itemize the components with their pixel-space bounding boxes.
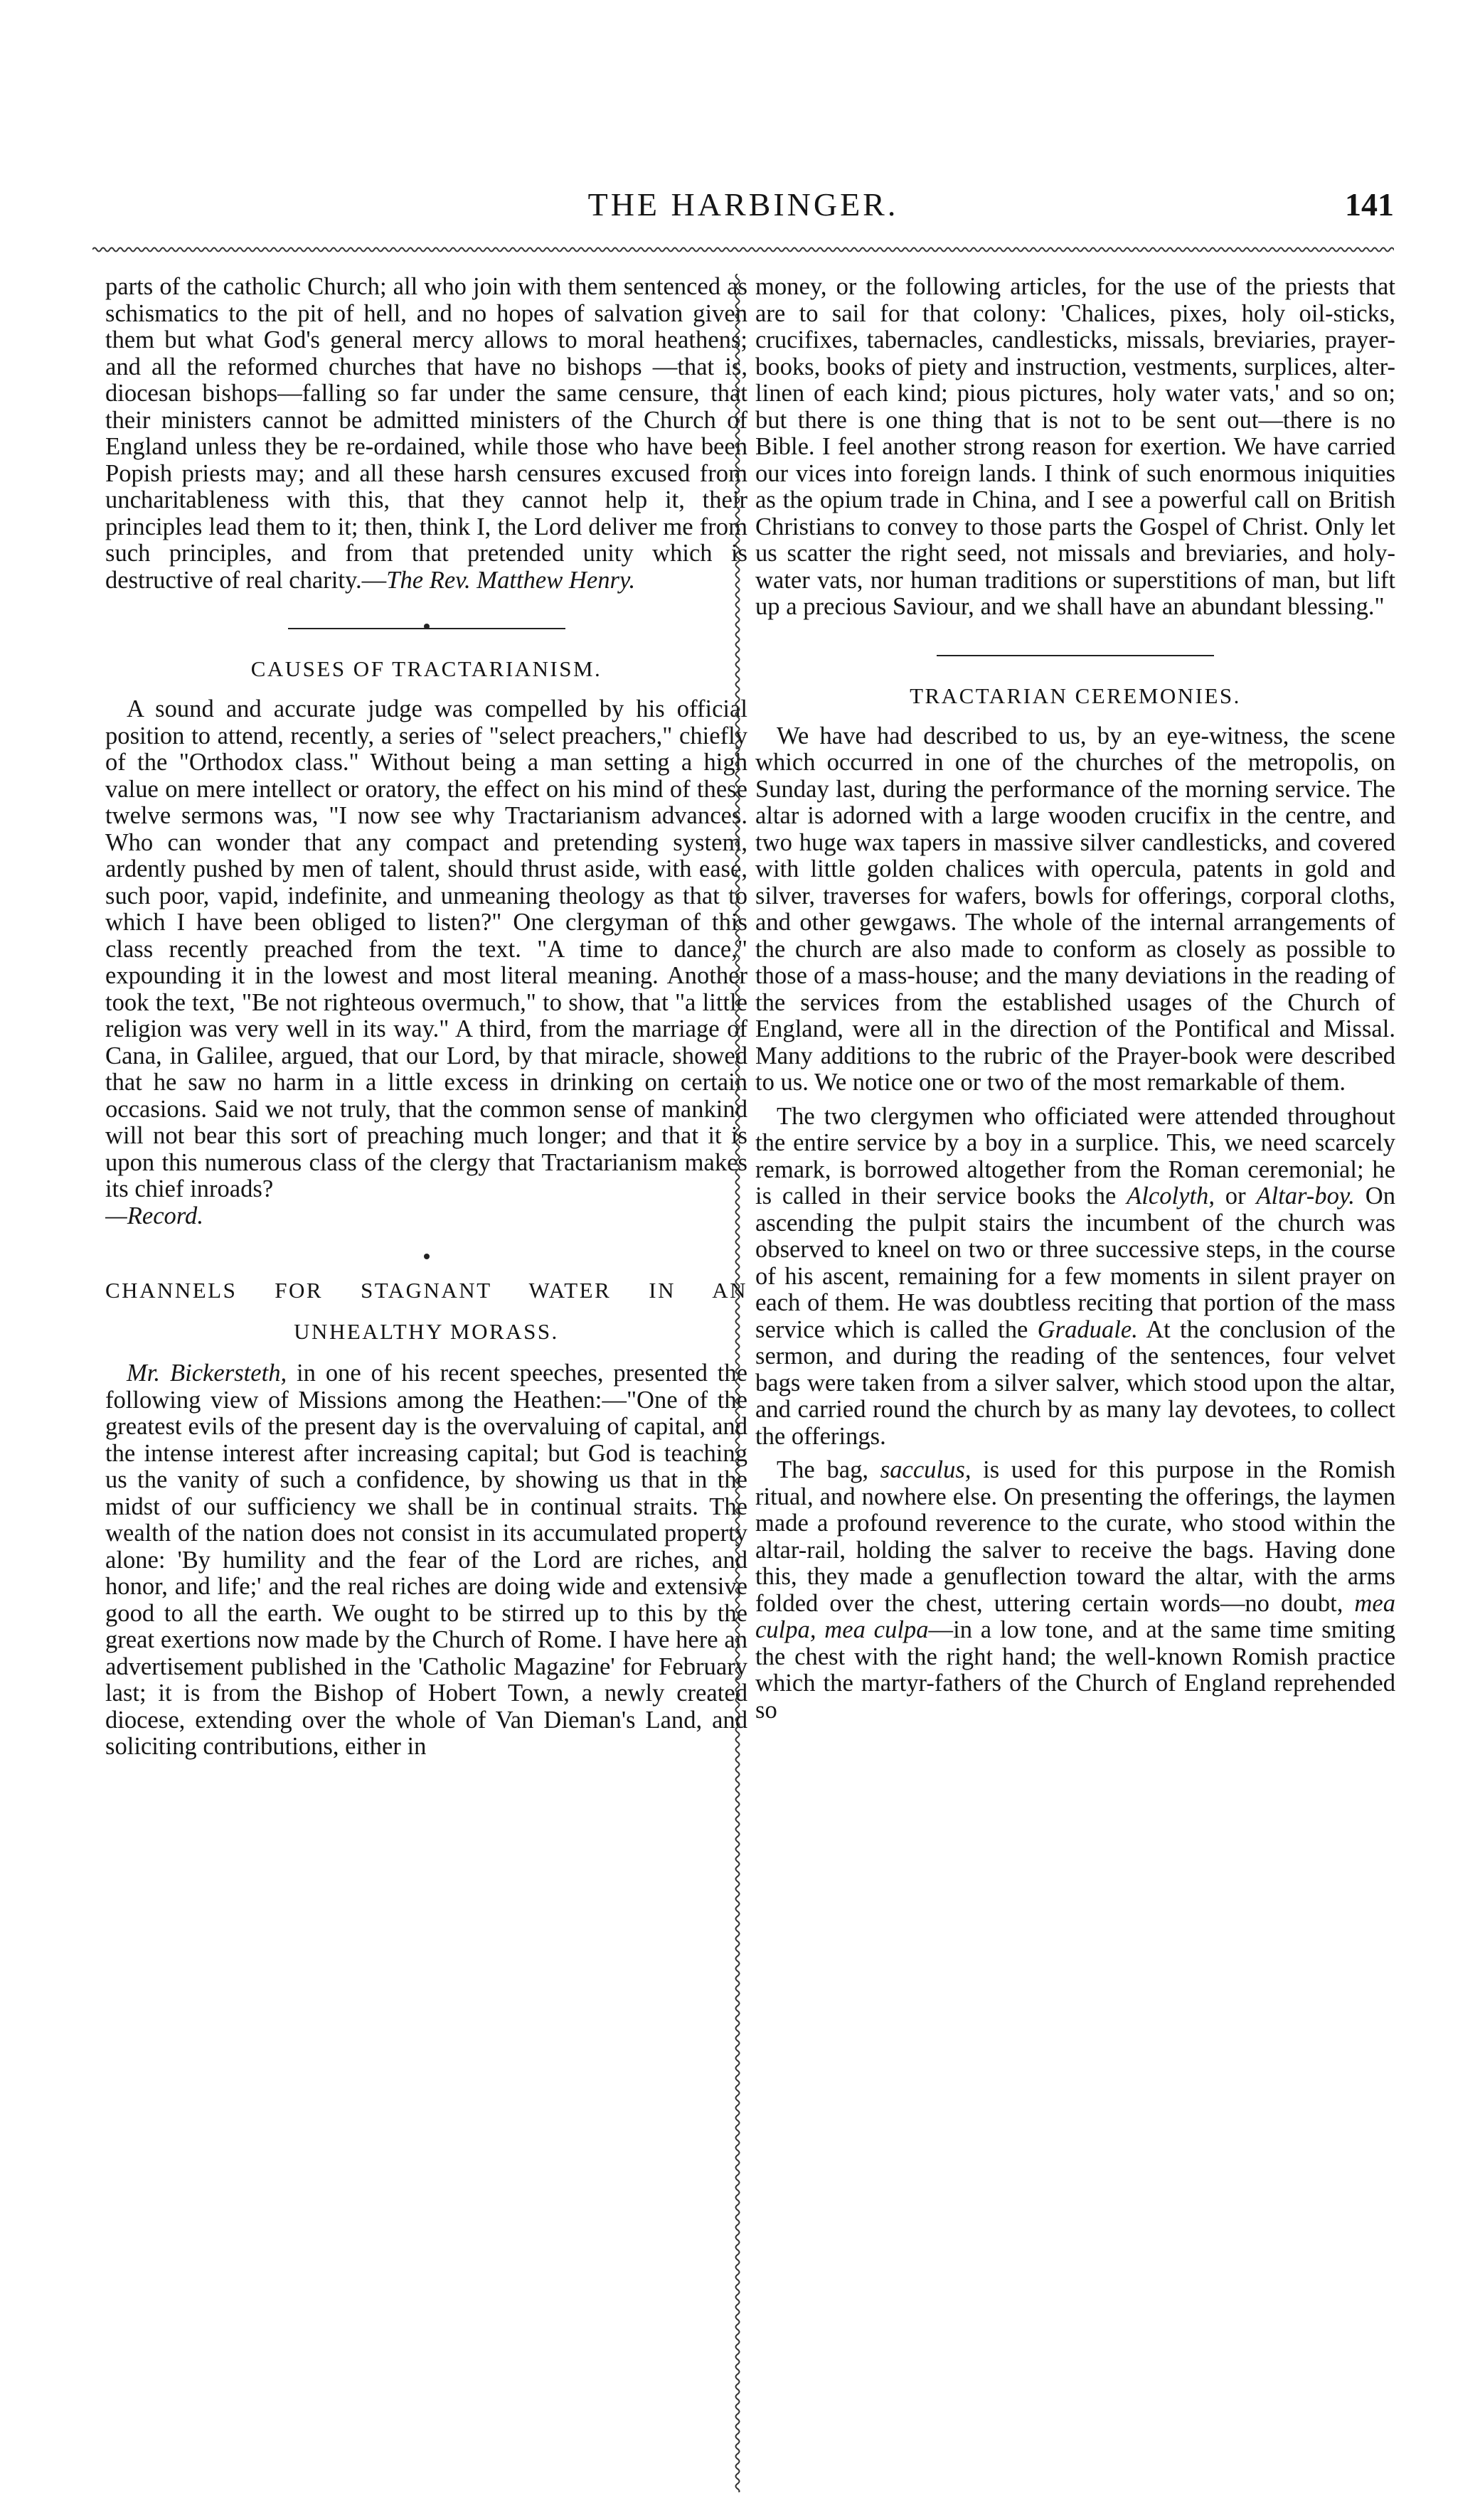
ceremonies-p2-text-b: or (1215, 1182, 1257, 1210)
running-title: THE HARBINGER. (587, 186, 899, 223)
channels-lead-name: Mr. Bickersteth, (127, 1360, 287, 1387)
ceremonies-p3-text-c: —in a low tone, and at the same time smiting the chest with the right hand; the well-known Romish practice which the martyr-fathers of the Church of England reprehended so (755, 1616, 1395, 1724)
section-divider (937, 651, 1214, 661)
ceremonies-paragraph-1: We have had described to us, by an eye-witness, the scene which occurred in one of the churches of the metropolis, on Sunday last, during the performance of the morning service. The altar is adorned with a large wooden crucifix in the centre, and two huge wax tapers in massive silver candlesticks, and covered with little golden chalices with opercula, patents in gold and silver, traverses for wafers, bowls for offerings, corporal cloths, and other gewgaws. The whole of the internal arrangements of the church are also made to conform as closely as possible to those of a mass-house; and the many deviations in the reading of the services from the established usages of the Church of England, were all in the direction of the Pontifical and Missal. Many additions to the rubric of the Prayer-book were described to us. We notice one or two of the most remarkable of them. (755, 722, 1395, 1096)
page-number: 141 (1345, 186, 1394, 223)
channels-heading-line1: CHANNELS FOR STAGNANT WATER IN AN (105, 1278, 747, 1303)
ceremonies-p2-text-a: The two clergymen who officiated were attended throughout the entire service by a boy in a surplice. This, we need scarcely remark, is borrowed altogether from the Roman ceremonial; he is called in their service books the (755, 1102, 1395, 1210)
term-altar-boy: Altar-boy. (1256, 1182, 1355, 1210)
henry-quote-text: parts of the catholic Church; all who join with them sentenced as schismatics to the pit of hell, and no hopes of salvation given them but what God's general mercy allows to moral heathens; and all the reformed churches that have no bishops —that is, diocesan bishops—falling so far under the same censure, that their ministers cannot be admitted ministers of the Church of England unless they be re-ordained, while those who have been Popish priests may; and all these harsh censures excused from uncharitableness with this, that they cannot help it, their principles lead them to it; then, think I, the Lord deliver me from such principles, and from that pretended unity which is destructive of real charity.— (105, 274, 747, 594)
term-sacculus: sacculus, (880, 1456, 971, 1483)
tractarianism-source: —Record. (105, 1202, 203, 1229)
section-divider-dot (424, 1254, 430, 1259)
ceremonies-p2-text-d: At the conclusion of the sermon, and during the reading of the sentences, four velvet bags were taken from a silver salver, which stood upon the altar, and carried round the church by as many lay devotees, to collect the offerings. (755, 1315, 1395, 1450)
ceremonies-p2-text-c: On ascending the pulpit stairs the incumbent of the church was observed to kneel on two or three successive steps, in the course of his ascent, remaining for a few moments in silent prayer on each of them. He was doubtless reciting that portion of the mass service which is called the (755, 1182, 1395, 1343)
ceremonies-heading: TRACTARIAN CEREMONIES. (910, 683, 1241, 708)
left-column (105, 274, 747, 2485)
channels-paragraph (105, 1360, 747, 1761)
continuation-paragraph: money, or the following articles, for the use of the priests that are to sail for that colony: 'Chalices, pixes, holy oil-sticks, crucifixes, tabernacles, candlesticks, missals, breviaries, prayer-books, books of piety and instruction, vestments, surplices, alter-linen of each kind; pious pictures, holy water vats,' and so on; but there is one thing that is not to be sent out—there is no Bible. I feel another strong reason for exertion. We have carried our vices into foreign lands. I think of such enormous iniquities as the opium trade in China, and I see a powerful call on British Christians to convey to those parts the Gospel of Christ. Only let us scatter the right seed, not missals and breviaries, and holy-water vats, nor human traditions or superstitions of man, but lift up a precious Saviour, and we shall have an abundant blessing." (755, 274, 1395, 620)
henry-quote-attribution: The Rev. Matthew Henry. (386, 566, 636, 594)
channels-heading-line2: UNHEALTHY MORASS. (294, 1319, 559, 1344)
tractarianism-paragraph (105, 696, 747, 1229)
ceremonies-p3-text-a: The bag, (777, 1456, 880, 1483)
term-mea-culpa: mea culpa, mea culpa (755, 1589, 1395, 1643)
tractarianism-text: A sound and accurate judge was compelled by his official position to attend, recently, a series of "select preachers," chiefly of the "Orthodox class." Without being a man setting a high value on mere intellect or oratory, the effect on his mind of these twelve sermons was, "I now see why Tractarianism advances. Who can wonder that any compact and pretending system, ardently pushed by men of talent, should thrust aside, with ease, such poor, vapid, indefinite, and unmeaning theology as that to which I have been obliged to listen?" One clergyman of this class recently preached from the text. "A time to dance," expounding it in the lowest and most literal meaning. Another took the text, "Be not righteous overmuch," to show, that "a little religion was very well in its way." A third, from the marriage of Cana, in Galilee, argued, that our Lord, by that miracle, showed that he saw no harm in a little excess in drinking on certain occasions. Said we not truly, that the common sense of mankind will not bear this sort of preaching much longer; and that it is upon this numerous class of the clergy that Tractarianism makes its chief inroads? (105, 695, 747, 1202)
channels-text: in one of his recent speeches, presented the following view of Missions among the Heathen:—"One of the greatest evils of the present day is the overvaluing of capital, and the intense interest after increasing capital; but God is teaching us the vanity of such a confidence, by showing us that in the midst of our sufficiency we shall be in continual straits. The wealth of the nation does not consist in its accumulated property alone: 'By humility and the fear of the Lord are riches, and honor, and life;' and the real riches are doing wide and extensive good to all the earth. We ought to be stirred up to this by the great exertions now made by the Church of Rome. I have here an advertisement published in the 'Catholic Magazine' for February last; it is from the Bishop of Hobert Town, a newly created diocese, extending over the whole of Van Dieman's Land, and soliciting contributions, either in (105, 1360, 747, 1760)
column-divider (733, 274, 742, 2492)
running-head (92, 183, 1394, 233)
ceremonies-paragraph-3 (755, 1457, 1395, 1724)
henry-quote-paragraph (105, 274, 747, 594)
header-wavy-rule (92, 245, 1394, 254)
section-divider (288, 624, 565, 634)
term-alcolyth: Alcolyth, (1127, 1182, 1215, 1210)
ceremonies-paragraph-2 (755, 1104, 1395, 1451)
term-graduale: Graduale. (1037, 1315, 1138, 1343)
tractarianism-heading: CAUSES OF TRACTARIANISM. (250, 656, 602, 681)
ceremonies-p3-text-b: is used for this purpose in the Romish ritual, and nowhere else. On presenting the offerings, the laymen made a profound reverence to the curate, who stood within the altar-rail, holding the salver to receive the bags. Having done this, they made a genuflection toward the altar, with the arms folded over the chest, uttering certain words—no doubt, (755, 1456, 1395, 1617)
right-column (755, 274, 1395, 2485)
